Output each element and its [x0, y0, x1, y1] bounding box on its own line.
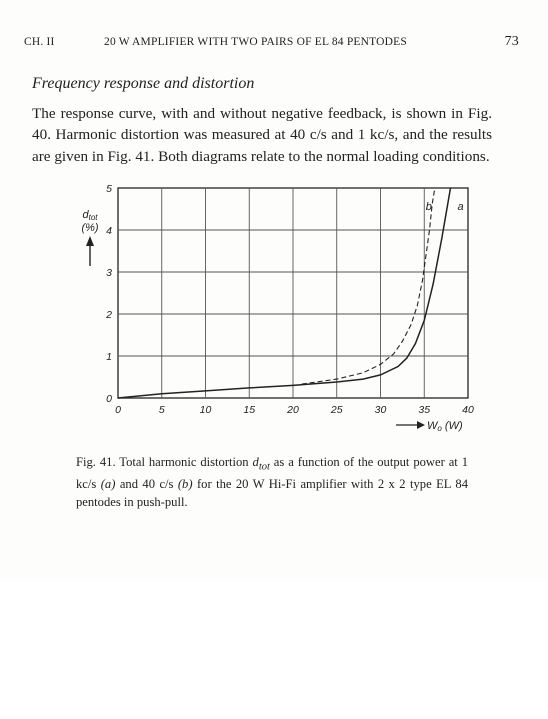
caption-symbol: d — [252, 455, 259, 469]
y-tick-label: 4 — [106, 225, 112, 237]
distortion-chart — [80, 180, 480, 440]
y-tick-label: 0 — [106, 393, 112, 405]
y-axis-unit: (%) — [81, 222, 99, 234]
y-tick-label: 2 — [106, 309, 112, 321]
series-label-b: b — [425, 201, 432, 213]
series-label-a: a — [457, 201, 464, 213]
x-tick-label: 15 — [243, 404, 256, 416]
y-tick-label: 1 — [106, 351, 112, 363]
y-axis-arrow-head — [86, 236, 94, 246]
running-head — [24, 34, 524, 52]
caption-symbol-sub: tot — [258, 461, 270, 473]
chart-series — [118, 188, 451, 398]
caption-label-a: (a) — [100, 477, 116, 492]
x-axis-arrow-head — [417, 421, 425, 429]
y-axis-label: dtot — [82, 209, 98, 222]
caption-middle-2: and 40 c/s — [115, 477, 178, 492]
y-tick-label: 3 — [106, 267, 112, 279]
y-tick-label: 5 — [106, 183, 112, 195]
caption-middle-1: as a function of the output power at 1 kc/s — [76, 455, 468, 492]
figure-caption — [76, 454, 468, 511]
caption-prefix: Fig. 41. Total harmonic distortion — [76, 455, 253, 469]
x-tick-label: 30 — [374, 404, 387, 416]
series-line-a — [118, 188, 451, 398]
chapter-title: 20 W AMPLIFIER WITH TWO PAIRS OF EL 84 PENTODES — [104, 36, 407, 48]
x-tick-label: 25 — [330, 404, 343, 416]
x-tick-label: 0 — [115, 404, 121, 416]
x-tick-label: 20 — [287, 404, 299, 416]
x-tick-label: 5 — [158, 404, 165, 416]
chapter-label: CH. II — [24, 36, 55, 48]
series-line-b — [302, 188, 435, 384]
caption-label-b: (b) — [177, 477, 193, 492]
section-heading: Frequency response and distortion — [32, 75, 255, 92]
distortion-figure — [80, 180, 480, 440]
chart-grid — [118, 188, 468, 398]
caption-suffix: for the 20 W Hi-Fi amplifier with 2 x 2 type EL 84 pentodes in push-pull. — [76, 477, 469, 509]
x-tick-label: 10 — [199, 404, 212, 416]
body-paragraph: The response curve, with and without negative feedback, is shown in Fig. 40. Harmonic distortion was measured at 40 c/s and 1 kc/s, and the results are given in Fig. 41. Both diagrams relate to the normal loading conditions. — [32, 105, 492, 165]
x-axis-label: Wo (W) — [427, 420, 463, 433]
page-number: 73 — [504, 34, 519, 49]
x-tick-label: 35 — [418, 404, 431, 416]
x-tick-label: 40 — [462, 404, 474, 416]
